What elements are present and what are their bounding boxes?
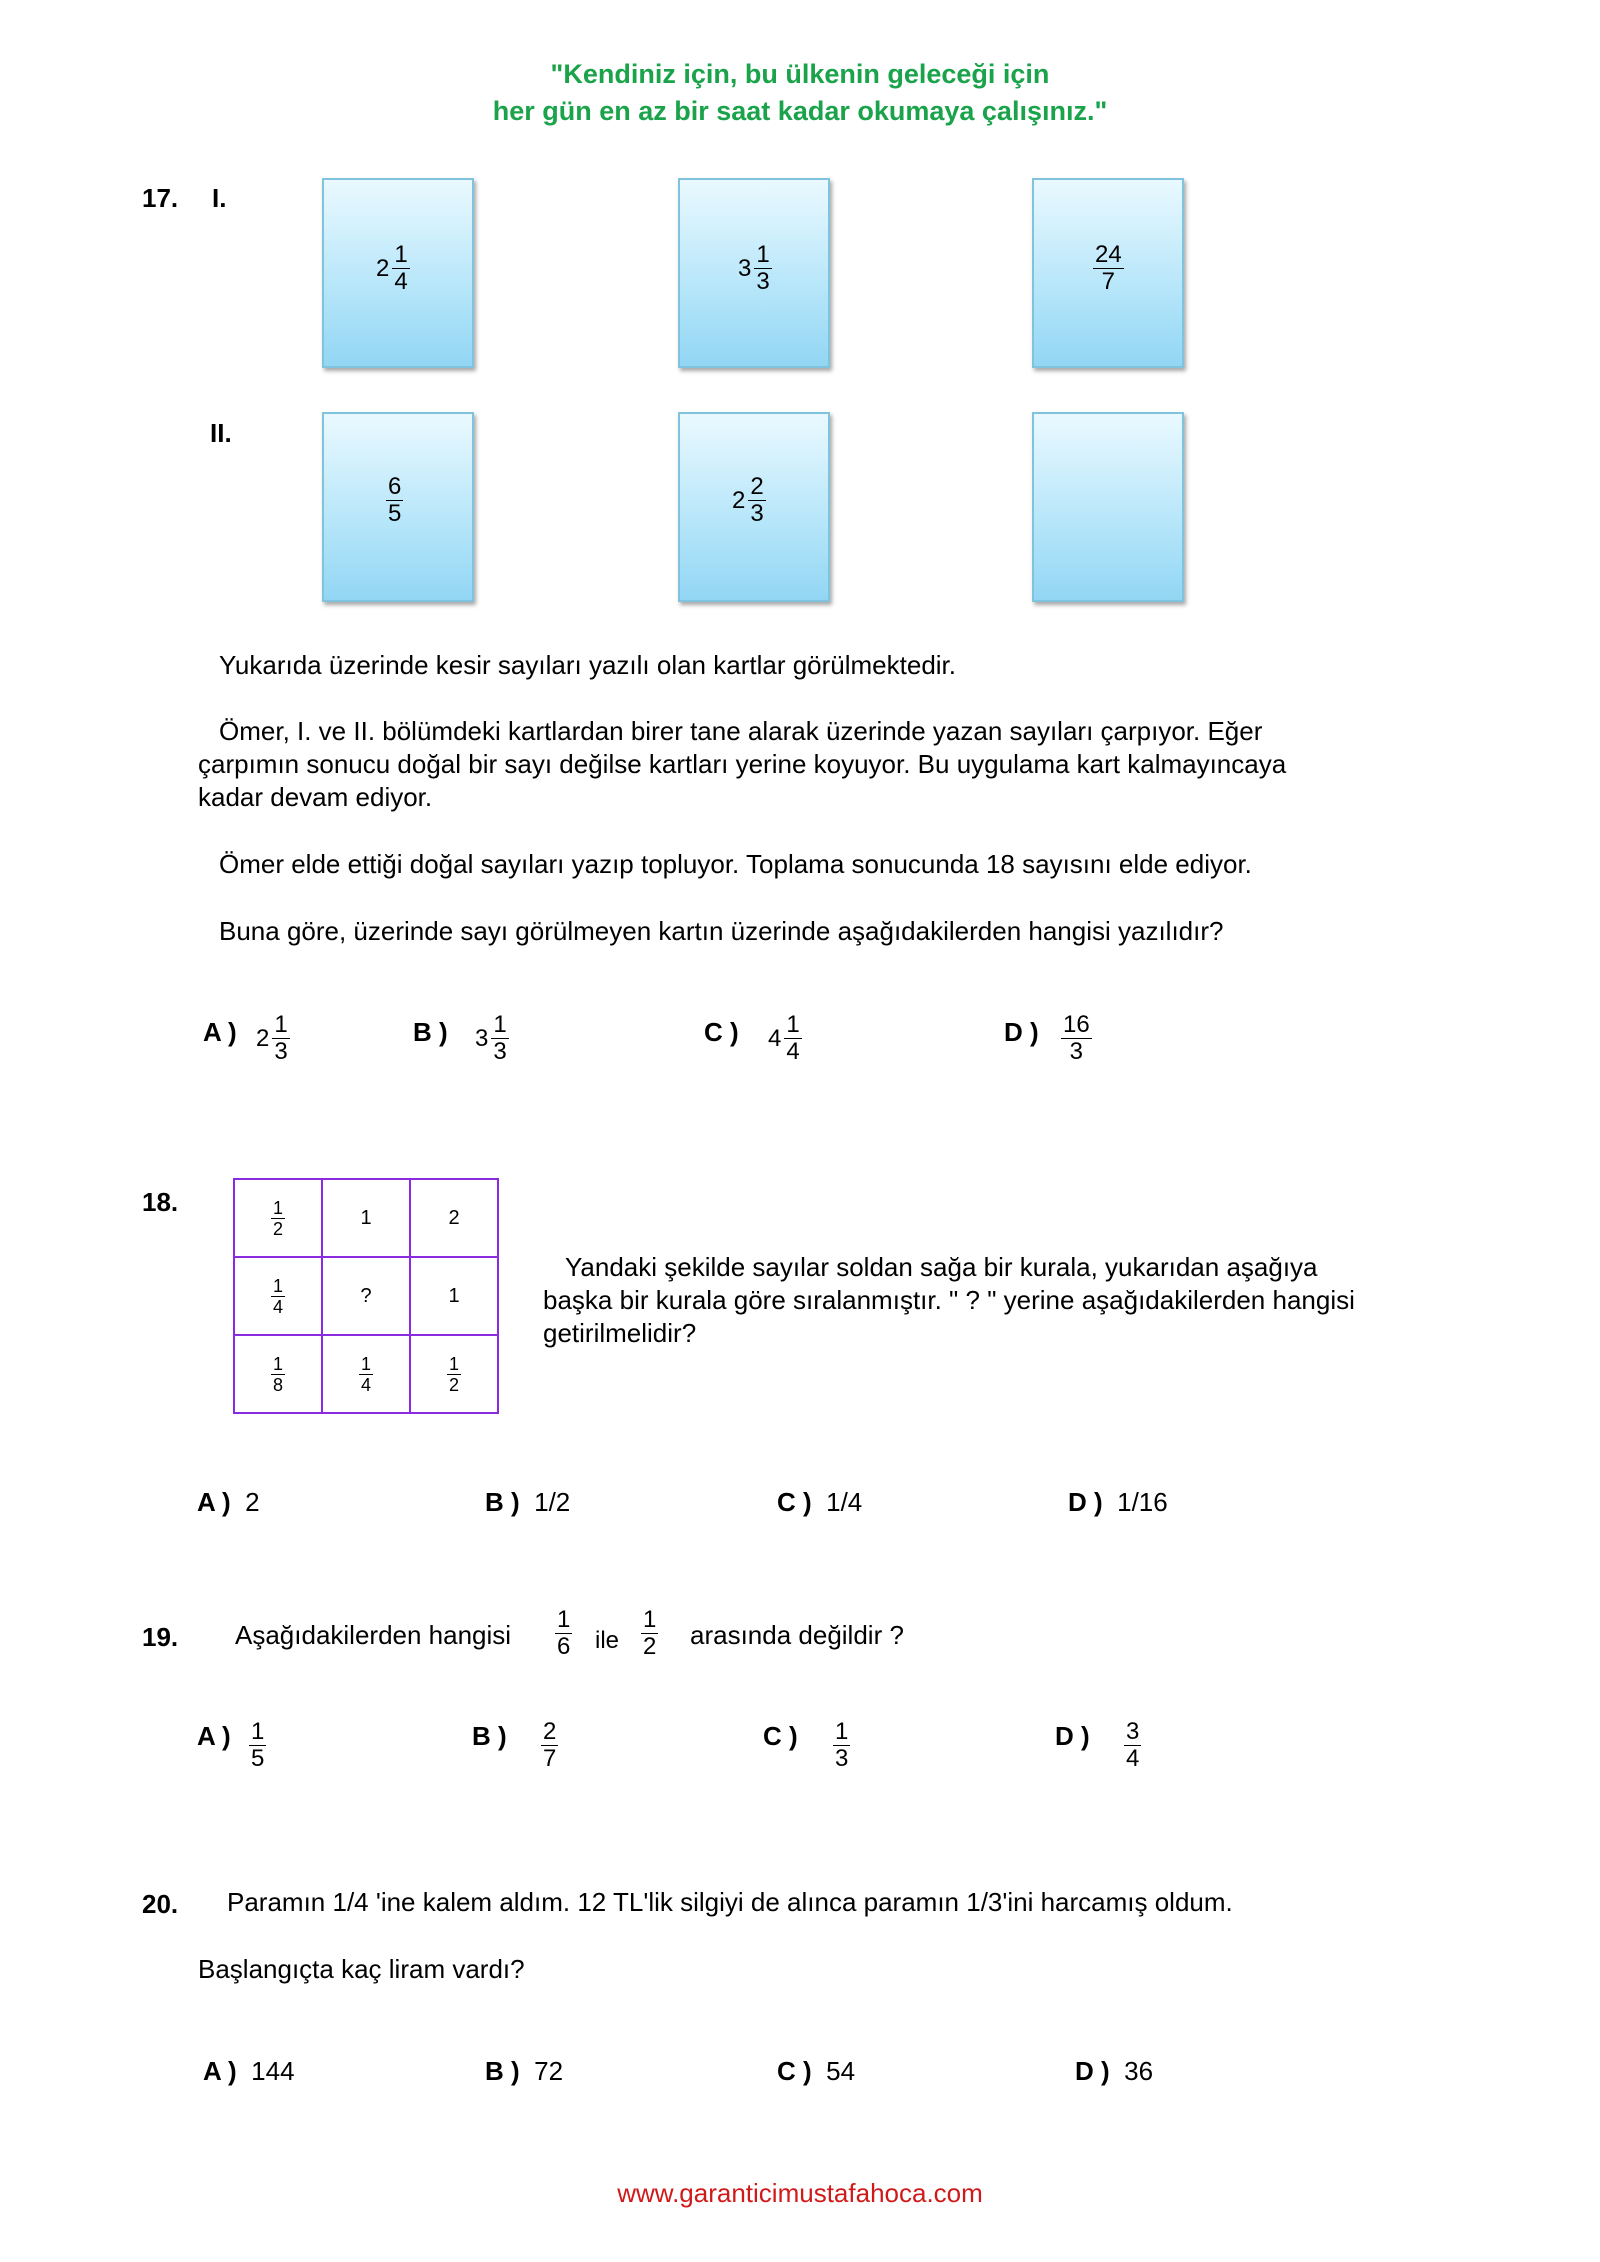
q19-option-b-value: 2 7	[543, 1718, 557, 1772]
q20-text-1: Paramın 1/4 'ine kalem aldım. 12 TL'lik silgiyi de alınca paramın 1/3'ini harcamış oldum.	[227, 1887, 1233, 1917]
grid-cell: 1	[322, 1179, 410, 1257]
q19-text-b: arasında değildir ?	[690, 1620, 904, 1650]
q20-option-b[interactable]: B ) 72	[485, 2056, 564, 2086]
question-17-number: 17.	[142, 183, 179, 213]
q20-option-d[interactable]: D ) 36	[1075, 2056, 1154, 2086]
q19-option-b[interactable]: B )	[472, 1721, 507, 1751]
grid-cell: $\frac{1}{4}$	[234, 1257, 322, 1335]
card-fraction: 3 1 3	[738, 241, 770, 295]
q20-option-a[interactable]: A ) 144	[203, 2056, 295, 2086]
q18-option-c[interactable]: C ) 1/4	[777, 1487, 863, 1517]
q19-option-c-value: 1 3	[835, 1718, 849, 1772]
q19-fraction-1: 1 6	[557, 1606, 571, 1660]
q19-text-a: Aşağıdakilerden hangisi	[235, 1620, 512, 1650]
q17-option-a[interactable]: A )	[203, 1017, 237, 1047]
q17-option-b-value: 3 1 3	[475, 1011, 507, 1065]
motto	[0, 56, 1600, 130]
q17-para-3: Ömer elde ettiği doğal sayıları yazıp topluyor. Toplama sonucunda 18 sayısını elde ediyor.	[219, 849, 1252, 879]
motto-line-2: her gün en az bir saat kadar okumaya çalışınız."	[492, 96, 1108, 126]
card-fraction: 24 7	[1095, 241, 1122, 295]
q18-option-d[interactable]: D ) 1/16	[1068, 1487, 1168, 1517]
q17-para-1: Yukarıda üzerinde kesir sayıları yazılı olan kartlar görülmektedir.	[219, 650, 957, 680]
footer-website-link[interactable]: www.garanticimustafahoca.com	[617, 2178, 983, 2208]
grid-cell: $\frac{1}{4}$	[322, 1335, 410, 1413]
q19-option-d-value: 3 4	[1126, 1718, 1140, 1772]
card-2-3-blank	[1032, 412, 1184, 602]
question-18-number: 18.	[142, 1187, 179, 1217]
motto-line-1: "Kendiniz için, bu ülkenin geleceği için	[550, 59, 1050, 89]
q19-option-a-value: 1 5	[251, 1718, 265, 1772]
q19-option-d[interactable]: D )	[1055, 1721, 1090, 1751]
card-1-3	[1032, 178, 1184, 368]
q17-para-2: Ömer, I. ve II. bölümdeki kartlardan birer tane alarak üzerinde yazan sayıları çarpıyor. Eğer çarpımın sonucu doğal bir sayı değilse kartları yerine koyuyor. Bu uygulama kart kalmayıncaya kadar devam ediyor.	[198, 716, 1287, 812]
row-1-label: I.	[212, 183, 227, 213]
q17-question: Buna göre, üzerinde sayı görülmeyen kartın üzerinde aşağıdakilerden hangisi yazılıdır?	[219, 916, 1224, 946]
q17-option-c-value: 4 1 4	[768, 1011, 800, 1065]
q18-option-a[interactable]: A ) 2	[197, 1487, 260, 1517]
q18-option-b[interactable]: B ) 1/2	[485, 1487, 571, 1517]
q17-option-d-value: 16 3	[1063, 1011, 1090, 1065]
grid-cell: $\frac{1}{8}$	[234, 1335, 322, 1413]
q19-fraction-2: 1 2	[643, 1606, 657, 1660]
q18-text: Yandaki şekilde sayılar soldan sağa bir kurala, yukarıdan aşağıya başka bir kurala göre sıralanmıştır. " ? " yerine aşağıdakilerden hangisi getirilmelidir?	[543, 1252, 1355, 1348]
number-grid	[233, 1178, 499, 1414]
card-1-1	[322, 178, 474, 368]
card-2-1	[322, 412, 474, 602]
card-2-2	[678, 412, 830, 602]
card-fraction: 2 1 4	[376, 241, 408, 295]
grid-cell-unknown: ?	[322, 1257, 410, 1335]
q20-text-2: Başlangıçta kaç liram vardı?	[198, 1954, 525, 1984]
question-19-number: 19.	[142, 1622, 179, 1652]
q19-connector: ile	[595, 1627, 620, 1654]
row-2-label: II.	[210, 418, 232, 448]
grid-cell: 2	[410, 1179, 498, 1257]
question-20-number: 20.	[142, 1889, 179, 1919]
grid-cell: $\frac{1}{2}$	[410, 1335, 498, 1413]
q17-option-c[interactable]: C )	[704, 1017, 739, 1047]
grid-cell: 1	[410, 1257, 498, 1335]
q19-option-a[interactable]: A )	[197, 1721, 231, 1751]
q20-option-c[interactable]: C ) 54	[777, 2056, 856, 2086]
grid-cell: $\frac{1}{2}$	[234, 1179, 322, 1257]
card-1-2	[678, 178, 830, 368]
card-fraction: 6 5	[388, 473, 402, 527]
q17-option-a-value: 2 1 3	[256, 1011, 288, 1065]
card-fraction: 2 2 3	[732, 473, 764, 527]
q17-option-b[interactable]: B )	[413, 1017, 448, 1047]
q19-option-c[interactable]: C )	[763, 1721, 798, 1751]
q17-option-d[interactable]: D )	[1004, 1017, 1039, 1047]
